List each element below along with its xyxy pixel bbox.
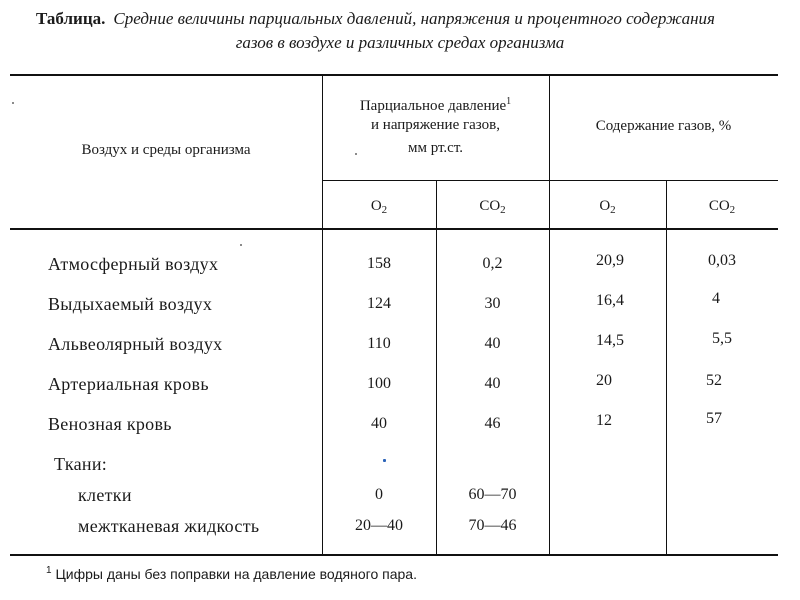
pressure-co2-value: 30: [484, 295, 501, 312]
content-o2-value: 14,5: [596, 332, 624, 349]
pressure-co2-value: 46: [484, 415, 501, 432]
header-pressure-line-1: [322, 92, 549, 116]
row-label: Венозная кровь: [48, 414, 172, 434]
content-co2-value: 52: [706, 372, 722, 389]
subscript-2: 2: [729, 204, 736, 216]
row-label: Атмосферный воздух: [48, 254, 219, 274]
co2-symbol: CO: [708, 198, 730, 214]
header-pressure-line-2: и напряжение газов,: [371, 117, 500, 133]
pressure-o2-value: 20—40: [355, 517, 403, 534]
header-sub-rule: [322, 180, 778, 181]
header-pressure-co2: [436, 196, 549, 220]
column-divider-3: [549, 74, 550, 556]
scan-speck: [355, 153, 357, 155]
row-label: Альвеолярный воздух: [48, 334, 223, 354]
header-content-co2: [666, 196, 778, 220]
header-bottom-rule: [10, 228, 778, 230]
content-o2-value: 20,9: [596, 252, 624, 269]
pressure-o2-value: 0: [375, 486, 383, 503]
footnote-mark: 1: [46, 565, 52, 576]
pressure-co2-value: 60—70: [468, 486, 517, 503]
scan-speck: [240, 244, 242, 246]
content-o2-value: 12: [596, 412, 612, 429]
table-top-rule: [10, 74, 778, 76]
tissues-label: Ткани:: [54, 454, 108, 474]
scan-speck: [12, 102, 14, 104]
subscript-2: 2: [610, 204, 616, 216]
pressure-co2-value: 40: [484, 335, 501, 352]
pressure-o2-value: 40: [371, 415, 387, 432]
caption-title-part-2: газов в воздухе и различных средах организма: [235, 33, 565, 52]
table-bottom-rule: [10, 554, 778, 556]
o2-symbol: O: [370, 198, 382, 214]
footnote: [46, 565, 417, 582]
content-o2-value: 20: [596, 372, 612, 389]
row-label: Выдыхаемый воздух: [48, 294, 213, 314]
caption-title-part-1: Средние величины парциальных давлений, напряжения и процентного содержания: [113, 9, 715, 28]
pressure-o2-value: 158: [367, 255, 391, 272]
o2-symbol: O: [599, 198, 611, 214]
subscript-2: 2: [500, 204, 506, 216]
header-content: Содержание газов, %: [595, 118, 732, 134]
co2-symbol: CO: [479, 198, 501, 214]
caption-line-1: [36, 8, 715, 30]
header-footnote-mark: 1: [506, 96, 512, 107]
content-co2-value: 4: [712, 290, 720, 307]
row-label: Артериальная кровь: [48, 374, 209, 394]
subscript-2: 2: [381, 204, 388, 216]
caption-label: Таблица.: [36, 9, 106, 28]
pressure-o2-value: 100: [367, 375, 391, 392]
row-label: клетки: [78, 485, 132, 505]
header-pressure-o2: [322, 196, 436, 220]
content-co2-value: 0,03: [708, 252, 736, 269]
pressure-co2-value: 40: [484, 375, 501, 392]
content-co2-value: 5,5: [712, 330, 732, 347]
scan-speck: [383, 459, 386, 462]
content-o2-value: 16,4: [596, 292, 624, 309]
pressure-o2-value: 124: [367, 295, 391, 312]
row-label: межтканевая жидкость: [78, 516, 260, 536]
pressure-co2-value: 0,2: [482, 255, 503, 272]
column-divider-4: [666, 180, 667, 556]
pressure-co2-value: 70—46: [468, 517, 517, 534]
header-pressure-text-1: Парциальное давление: [359, 98, 507, 114]
content-co2-value: 57: [706, 410, 722, 427]
footnote-text: Цифры даны без поправки на давление водяного пара.: [55, 566, 417, 582]
header-media: Воздух и среды организма: [81, 142, 251, 158]
header-pressure-line-3: мм рт.ст.: [407, 140, 464, 156]
header-content-o2: [549, 196, 666, 220]
pressure-o2-value: 110: [367, 335, 391, 352]
